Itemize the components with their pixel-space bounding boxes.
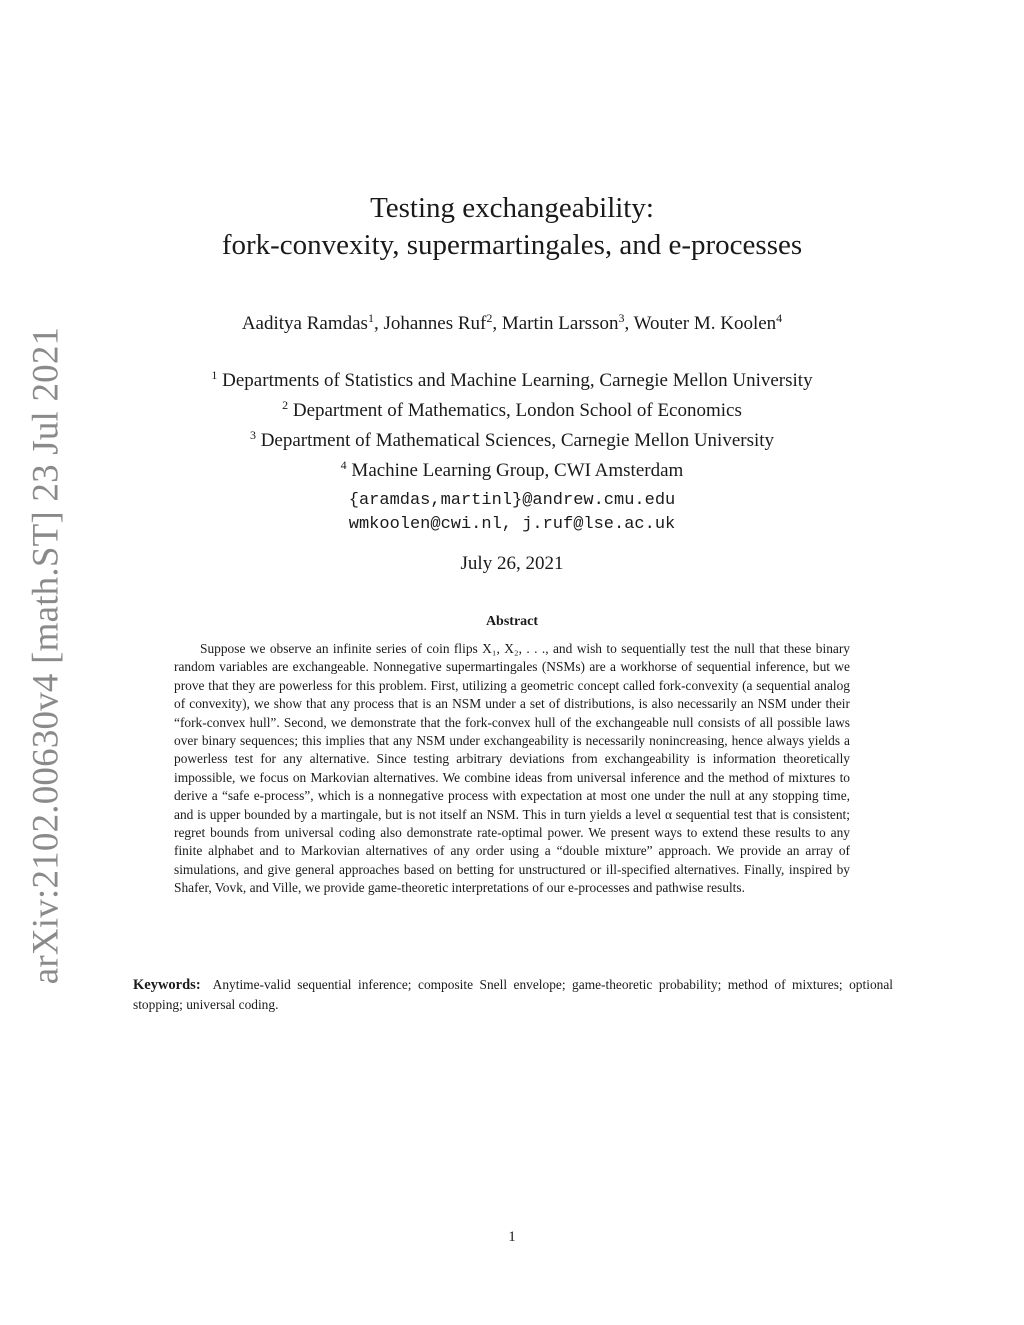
- author-name: Wouter M. Koolen: [633, 313, 777, 334]
- affiliation-item: [0, 393, 1024, 423]
- author-mark: 2: [486, 311, 493, 325]
- author-mark: 1: [367, 311, 374, 325]
- keywords-text: Anytime-valid sequential inference; composite Snell envelope; game-theoretic probability; method of mixtures; optional stopping; universal coding.: [133, 977, 893, 1012]
- paper-title: [0, 190, 1024, 264]
- affiliation-list: [0, 363, 1024, 483]
- author-mark: 4: [776, 311, 783, 325]
- affiliation-item: [0, 453, 1024, 483]
- email-line-2: wmkoolen@cwi.nl, j.ruf@lse.ac.uk: [348, 515, 676, 534]
- email-block: [0, 489, 1024, 537]
- abstract-heading: Abstract: [485, 614, 539, 629]
- arxiv-stamp-text: arXiv:2102.00630v4 [math.ST] 23 Jul 2021: [25, 326, 67, 984]
- author-name: Aaditya Ramdas: [241, 313, 368, 334]
- affiliation-item: [0, 423, 1024, 453]
- affiliation-text: Department of Mathematics, London School of Economics: [292, 400, 742, 421]
- affiliation-mark: 3: [249, 428, 256, 442]
- author-name: Johannes Ruf: [383, 313, 487, 334]
- keywords-label: Keywords:: [133, 977, 201, 993]
- author-name: Martin Larsson: [501, 313, 619, 334]
- affiliation-text: Department of Mathematical Sciences, Carnegie Mellon University: [260, 430, 775, 451]
- author-list: Aaditya Ramdas$^1$, Johannes Ruf$^2$, Martin Larsson$^3$, Wouter M. Koolen$^4$: [241, 311, 783, 334]
- email-line-1: {aramdas,martinl}@andrew.cmu.edu: [348, 491, 676, 510]
- author-mark: 3: [618, 311, 625, 325]
- abstract-text: Suppose we observe an infinite series of coin flips X₁, X₂, . . ., and wish to sequentially test the null that these binary random variables are exchangeable. Nonnegative supermartingales (NSMs) are a workhorse of sequential inference, but we prove that they are powerless for this problem. First, utilizing a geometric concept called fork-convexity (a sequential analog of convexity), we show that any process that is an NSM under a set of distributions, is also necessarily an NSM under their “fork-convex hull”. Second, we demonstrate that the fork-convex hull of the exchangeable null consists of all possible laws over binary sequences; this implies that any NSM under exchangeability is necessarily nonincreasing, hence always yields a powerless test for any alternative. Since testing arbitrary deviations from exchangeability is information theoretically impossible, we focus on Markovian alternatives. We combine ideas from universal inference and the method of mixtures to derive a “safe e-process”, which is a nonnegative process with expectation at most one under the null at any stopping time, and is upper bounded by a martingale, but is not itself an NSM. This in turn yields a level α sequential test that is consistent; regret bounds from universal coding also demonstrate rate-optimal power. We present ways to extend these results to any finite alphabet and to Markovian alternatives of any order using a “double mixture” approach. We provide an array of simulations, and give general approaches based on betting for unstructured or ill-specified alternatives. Finally, inspired by Shafer, Vovk, and Ville, we provide game-theoretic interpretations of our e-processes and pathwise results.: [174, 641, 850, 896]
- affiliation-mark: 1: [211, 368, 218, 382]
- affiliation-text: Machine Learning Group, CWI Amsterdam: [351, 460, 684, 481]
- keywords-block: [133, 975, 893, 1014]
- title-line-1: Testing exchangeability:: [370, 192, 654, 224]
- page-number: 1: [508, 1229, 516, 1245]
- title-line-2: fork-convexity, supermartingales, and e-processes: [221, 229, 803, 261]
- affiliation-item: [0, 363, 1024, 393]
- affiliation-mark: 2: [282, 398, 289, 412]
- affiliation-mark: 4: [340, 458, 347, 472]
- publication-date: July 26, 2021: [460, 553, 564, 574]
- affiliation-text: Departments of Statistics and Machine Learning, Carnegie Mellon University: [222, 370, 813, 391]
